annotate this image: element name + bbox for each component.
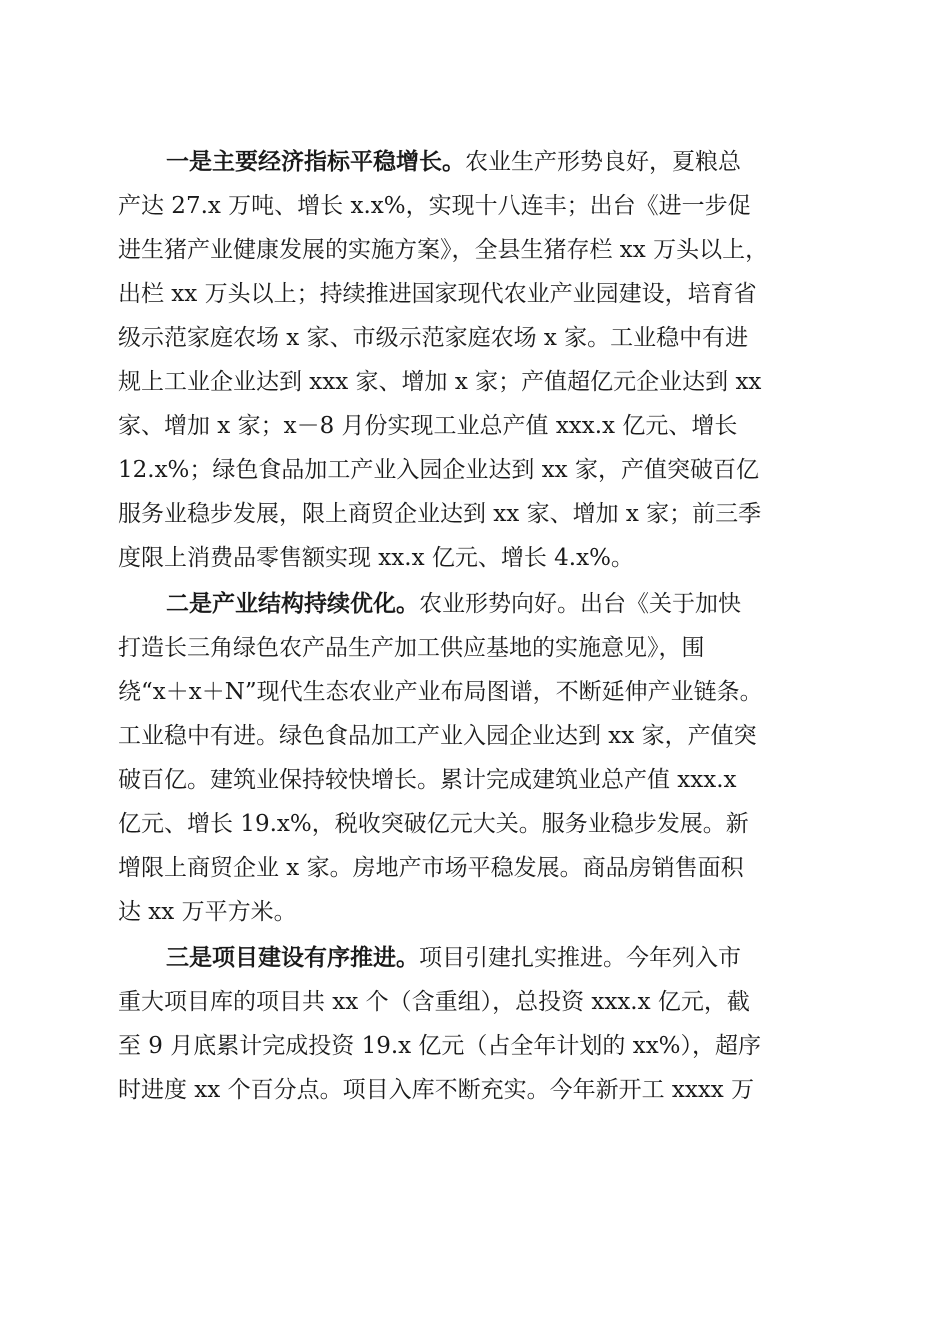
line-text: 绕“x＋x＋N”现代生态农业产业布局图谱，不断延伸产业链条。 xyxy=(118,679,763,705)
line-text: 级示范家庭农场 x 家、市级示范家庭农场 x 家。工业稳中有进 xyxy=(118,325,749,351)
line-text: 农业形势向好。出台《关于加快 xyxy=(419,591,741,617)
line-text: 服务业稳步发展，限上商贸企业达到 xx 家、增加 x 家；前三季 xyxy=(118,501,762,527)
paragraph-first-line xyxy=(118,582,838,626)
document-body xyxy=(118,140,838,1114)
line-text: 进生猪产业健康发展的实施方案》，全县生猪存栏 xx 万头以上， xyxy=(118,237,769,263)
line-text: 12.x%；绿色食品加工产业入园企业达到 xx 家，产值突破百亿 xyxy=(118,457,759,483)
paragraph-heading: 三是项目建设有序推进。 xyxy=(166,944,419,971)
line-text: 工业稳中有进。绿色食品加工产业入园企业达到 xx 家，产值突 xyxy=(118,723,757,749)
line-text: 达 xx 万平方米。 xyxy=(118,899,297,925)
paragraph-first-line xyxy=(118,936,838,980)
paragraph-heading: 二是产业结构持续优化。 xyxy=(166,590,419,617)
line-text: 规上工业企业达到 xxx 家、增加 x 家；产值超亿元企业达到 xx xyxy=(118,369,762,395)
line-text: 出栏 xx 万头以上；持续推进国家现代农业产业园建设，培育省 xyxy=(118,281,757,307)
line-text: 时进度 xx 个百分点。项目入库不断充实。今年新开工 xxxx 万 xyxy=(118,1077,755,1103)
line-text: 破百亿。建筑业保持较快增长。累计完成建筑业总产值 xxx.x xyxy=(118,767,737,793)
paragraph-project-construction xyxy=(118,936,838,1112)
paragraph-economic-indicators xyxy=(118,140,838,580)
line-text: 家、增加 x 家；x－8 月份实现工业总产值 xxx.x 亿元、增长 xyxy=(118,413,738,439)
line-text: 产达 27.x 万吨、增长 x.x%，实现十八连丰；出台《进一步促 xyxy=(118,193,751,219)
line-text: 重大项目库的项目共 xx 个（含重组），总投资 xxx.x 亿元，截 xyxy=(118,989,750,1015)
paragraph-industrial-structure xyxy=(118,582,838,934)
line-text: 项目引建扎实推进。今年列入市 xyxy=(419,945,741,971)
line-text: 度限上消费品零售额实现 xx.x 亿元、增长 4.x%。 xyxy=(118,545,634,571)
paragraph-heading: 一是主要经济指标平稳增长。 xyxy=(166,148,465,175)
line-text: 农业生产形势良好，夏粮总 xyxy=(465,149,741,175)
line-text: 增限上商贸企业 x 家。房地产市场平稳发展。商品房销售面积 xyxy=(118,855,744,881)
line-text: 至 9 月底累计完成投资 19.x 亿元（占全年计划的 xx%），超序 xyxy=(118,1033,762,1059)
line-text: 打造长三角绿色农产品生产加工供应基地的实施意见》，围 xyxy=(118,635,705,661)
paragraph-first-line xyxy=(118,140,838,184)
line-text: 亿元、增长 19.x%，税收突破亿元大关。服务业稳步发展。新 xyxy=(118,811,749,837)
